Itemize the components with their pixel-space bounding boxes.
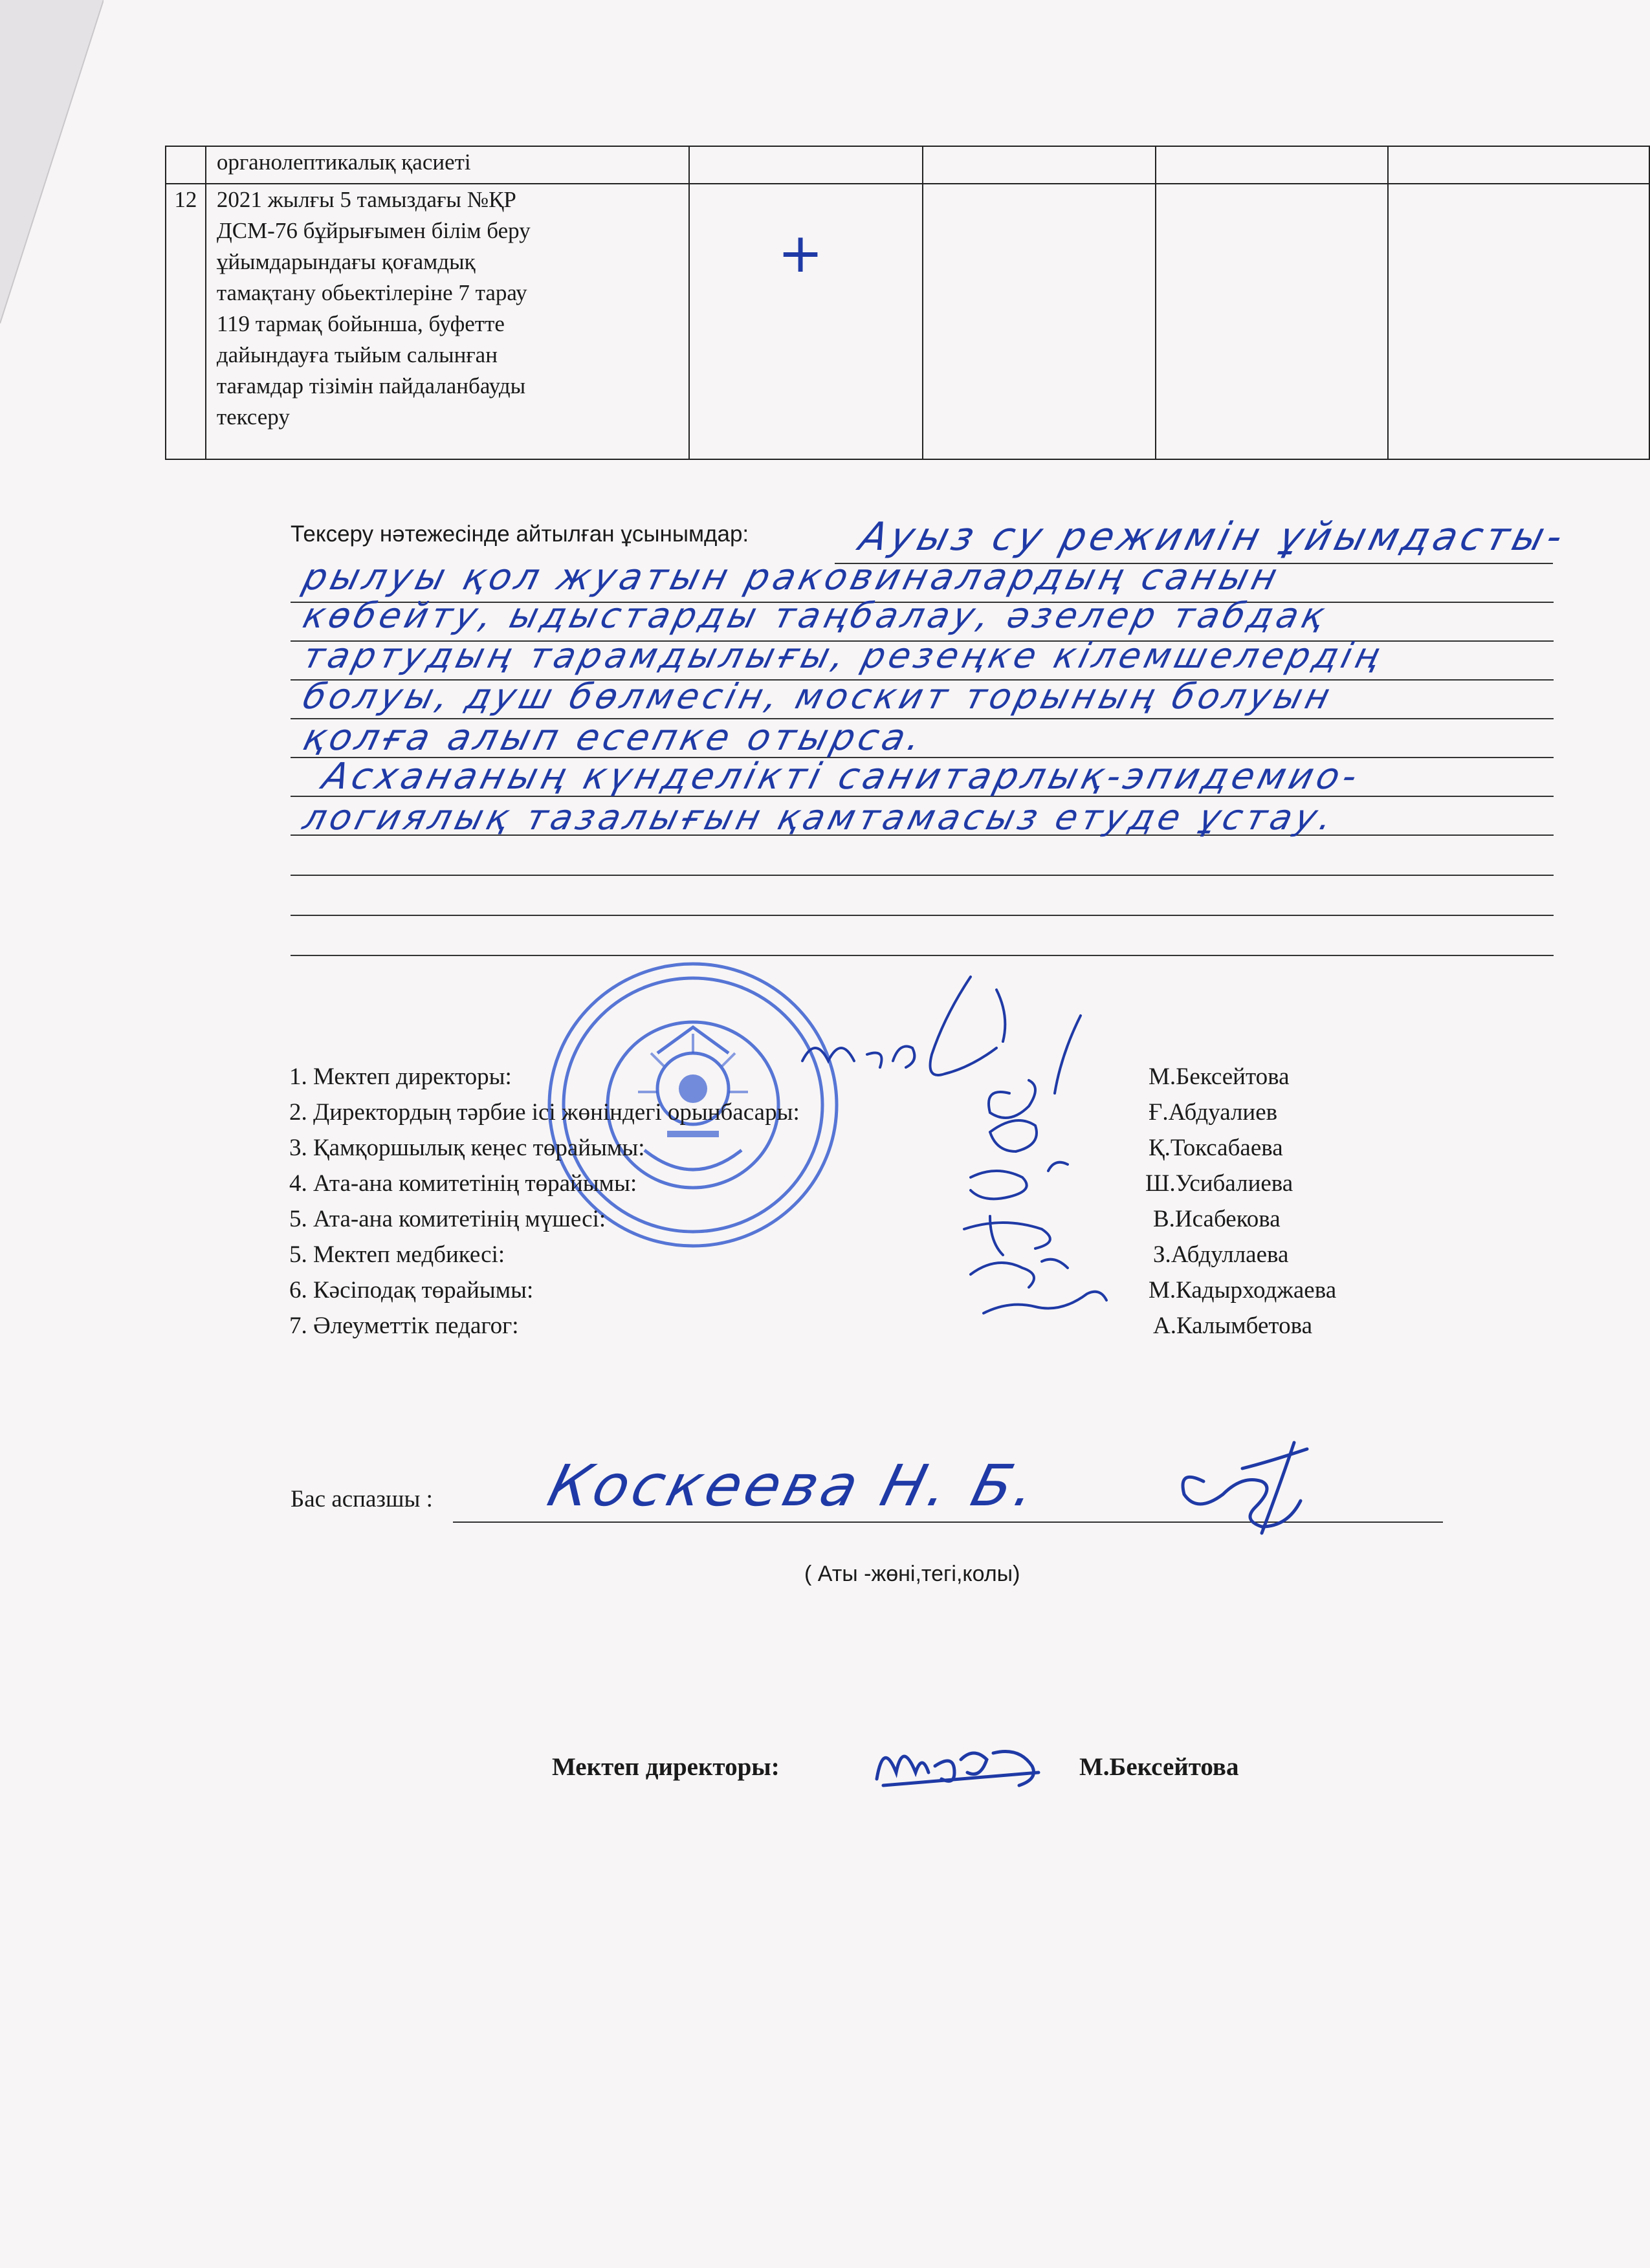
chef-signature bbox=[1165, 1430, 1333, 1546]
signatory-name: Ғ.Абдуалиев bbox=[1149, 1099, 1278, 1126]
signatory-role: 5. Ата-ана комитетінің мүшесі: bbox=[289, 1206, 606, 1232]
handwritten-recommendation: қолға алып есепке отырса. bbox=[298, 717, 929, 759]
signatory-role: 3. Қамқоршылық кеңес төрайымы: bbox=[289, 1135, 645, 1161]
signatory-role: 7. Әлеуметтік педагог: bbox=[289, 1313, 519, 1339]
table-row bbox=[166, 184, 1649, 459]
chef-caption: ( Аты -жөні,тегі,колы) bbox=[804, 1562, 1020, 1586]
handwritten-chef-name: Коскеева Н. Б. bbox=[542, 1452, 1047, 1519]
signatory-role: 6. Кәсіподақ төрайымы: bbox=[289, 1277, 534, 1303]
signatory-name: М.Кадырходжаева bbox=[1149, 1277, 1337, 1303]
table-cell-criterion: 2021 жылғы 5 тамыздағы №ҚР ДСМ-76 бұйрығымен білім беру ұйымдарындағы қоғамдық тамақтану обьектілеріне 7 тарау 119 тармақ бойынша, буфетте дайындауға тыйым салынған тағамдар тізімін пайдаланбауды тексеру bbox=[206, 184, 689, 459]
director-label: Мектеп директоры: bbox=[552, 1753, 780, 1781]
handwritten-recommendation: Асхананың күнделікті санитарлық-эпидемио- bbox=[318, 756, 1365, 798]
handwritten-recommendation: рылуы қол жуатын раковиналардың санын bbox=[298, 556, 1285, 598]
signatory-name: А.Калымбетова bbox=[1153, 1313, 1312, 1339]
handwritten-recommendation: Ауыз су режимін ұйымдасты- bbox=[855, 514, 1571, 560]
signatory-role: 4. Ата-ана комитетінің төрайымы: bbox=[289, 1170, 637, 1197]
signatory-name: В.Исабекова bbox=[1153, 1206, 1281, 1232]
signatory-name: Қ.Токсабаева bbox=[1149, 1135, 1283, 1161]
director-signature bbox=[864, 1721, 1058, 1805]
handwritten-recommendation: логиялық тазалығын қамтамасыз етуде ұстау. bbox=[299, 797, 1341, 838]
plus-mark: + bbox=[777, 221, 824, 285]
ruled-line bbox=[291, 915, 1554, 916]
head-chef-label: Бас аспазшы : bbox=[291, 1486, 433, 1512]
table-cell-check bbox=[689, 184, 923, 459]
signatory-name: М.Бексейтова bbox=[1149, 1063, 1290, 1090]
folded-corner bbox=[0, 0, 104, 323]
ruled-line bbox=[291, 955, 1554, 956]
table-cell-criterion: органолептикалық қасиеті bbox=[206, 146, 689, 184]
director-name: М.Бексейтова bbox=[1079, 1753, 1239, 1781]
recommendations-label: Тексеру нәтежесінде айтылған ұсынымдар: bbox=[291, 521, 749, 547]
table-row bbox=[166, 146, 1649, 184]
signatory-role: 2. Директордың тәрбие ісі жөніндегі орынбасары: bbox=[289, 1099, 800, 1126]
handwritten-recommendation: болуы, душ бөлмесін, москит торының болуын bbox=[299, 676, 1338, 717]
handwritten-signatures bbox=[776, 964, 1139, 1326]
signatory-role: 5. Мектеп медбикесі: bbox=[289, 1241, 505, 1268]
inspection-table bbox=[165, 146, 1650, 460]
ruled-line bbox=[291, 875, 1554, 876]
signatory-name: З.Абдуллаева bbox=[1153, 1241, 1289, 1268]
signatory-name: Ш.Усибалиева bbox=[1145, 1170, 1293, 1197]
handwritten-recommendation: көбейту, ыдыстарды таңбалау, әзелер табдақ bbox=[299, 595, 1332, 636]
table-cell-number: 12 bbox=[166, 184, 206, 459]
signatory-role: 1. Мектеп директоры: bbox=[289, 1063, 512, 1090]
handwritten-recommendation: тартудың тарамдылығы, резеңке кілемшелердің bbox=[299, 635, 1388, 676]
